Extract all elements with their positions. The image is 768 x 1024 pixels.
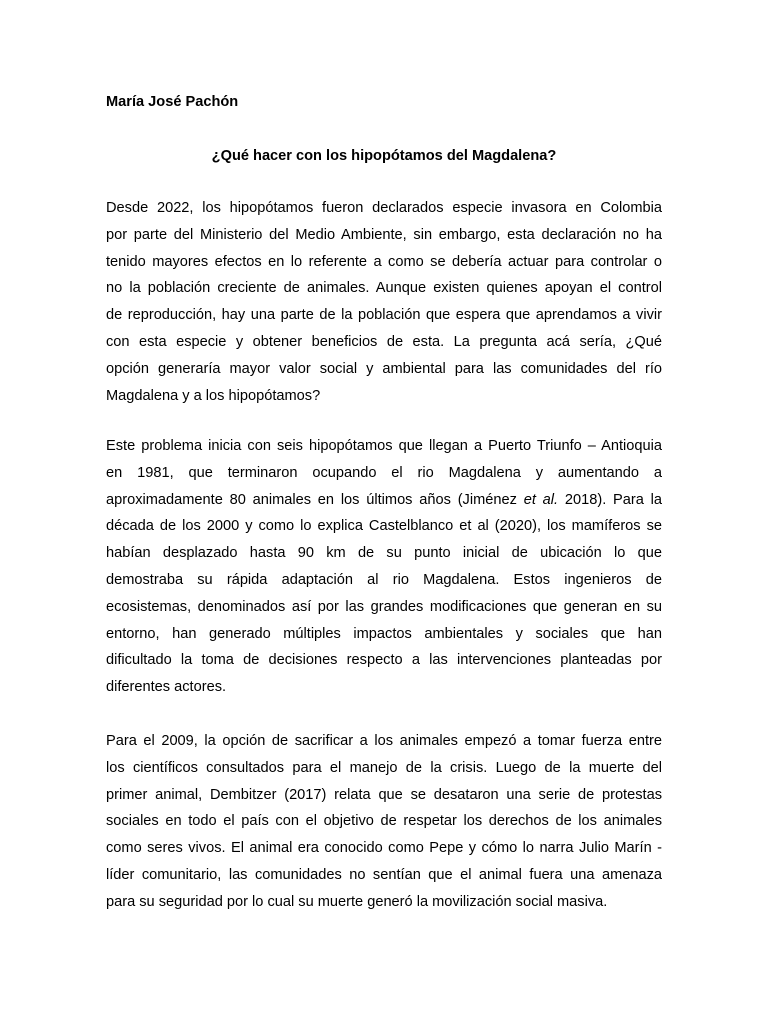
paragraph-line: con esta especie y obtener beneficios de esta. La pregunta acá sería, ¿Qué [106,333,662,350]
line-segment: aproximadamente 80 animales en los últimos años (Jiménez [106,491,517,508]
paragraph-2 [106,433,662,701]
paragraph-line: ecosistemas, denominados así por las grandes modificaciones que generan en su [106,598,662,615]
paragraph-line: por parte del Ministerio del Medio Ambiente, sin embargo, esta declaración no ha [106,226,662,243]
author-name: María José Pachón [106,94,239,110]
paragraph-line: los científicos consultados para el manejo de la crisis. Luego de la muerte del [106,759,662,776]
paragraph-line: Desde 2022, los hipopótamos fueron declarados especie invasora en Colombia [106,200,662,216]
paragraph-line: habían desplazado hasta 90 km de su punto inicial de ubicación lo que [106,545,662,562]
paragraph-3 [106,728,662,916]
paragraph-line: de reproducción, hay una parte de la población que espera que aprendamos a vivir [106,307,662,324]
paragraph-line: tenido mayores efectos en lo referente a como se debería actuar para controlar o [106,253,662,270]
italic-citation: et al. [523,491,559,508]
paragraph-line: década de los 2000 y como lo explica Castelblanco et al (2020), los mamíferos se [106,518,662,535]
paragraph-line: opción generaría mayor valor social y ambiental para las comunidades del río [106,360,662,377]
paragraph-line: sociales en todo el país con el objetivo de respetar los derechos de los animales [106,813,662,830]
document-title: ¿Qué hacer con los hipopótamos del Magdalena? [211,148,557,164]
paragraph-line: para su seguridad por lo cual su muerte generó la movilización social masiva. [106,893,608,910]
paragraph-line [106,487,662,514]
paragraph-line: Magdalena y a los hipopótamos? [106,387,321,404]
paragraph-line: diferentes actores. [106,679,227,696]
paragraph-1 [106,195,662,409]
paragraph-line: dificultado la toma de decisiones respecto a las intervenciones planteadas por [106,652,662,669]
paragraph-line: en 1981, que terminaron ocupando el rio Magdalena y aumentando a [106,464,662,481]
paragraph-line: líder comunitario, las comunidades no sentían que el animal fuera una amenaza [106,866,662,883]
paragraph-line: no la población creciente de animales. Aunque existen quienes apoyan el control [106,280,662,297]
paragraph-line: entorno, han generado múltiples impactos ambientales y sociales que han [106,625,662,642]
paragraph-line: primer animal, Dembitzer (2017) relata que se desataron una serie de protestas [106,786,662,803]
paragraph-line: Este problema inicia con seis hipopótamos que llegan a Puerto Triunfo – Antioquia [106,438,662,454]
paragraph-line: Para el 2009, la opción de sacrificar a los animales empezó a tomar fuerza entre [106,733,662,749]
paragraph-line: como seres vivos. El animal era conocido como Pepe y cómo lo narra Julio Marín - [106,840,662,857]
line-segment: 2018). Para la [564,491,663,508]
paragraph-line: demostraba su rápida adaptación al rio Magdalena. Estos ingenieros de [106,571,662,588]
